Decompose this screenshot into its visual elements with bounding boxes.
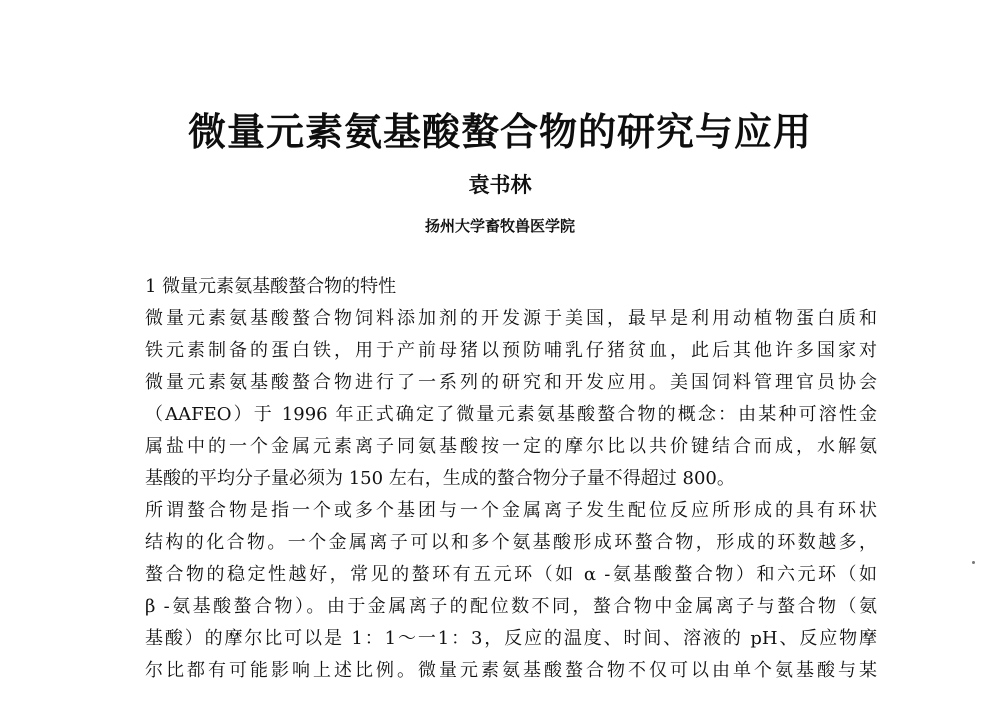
paragraph2-line: 基酸）的摩尔比可以是 1：1～一1：3，反应的温度、时间、溶液的 pH、反应物摩 [145,628,877,649]
paragraph2-line: 螯合物的稳定性越好，常见的螯环有五元环（如 α -氨基酸螯合物）和六元环（如 [145,564,877,585]
paragraph1-line: 微量元素氨基酸螯合物进行了一系列的研究和开发应用。美国饲料管理官员协会 [145,372,877,393]
paragraph2-line: 结构的化合物。一个金属离子可以和多个氨基酸形成环螯合物，形成的环数越多， [145,532,877,553]
author-affiliation: 扬州大学畜牧兽医学院 [424,217,575,235]
paragraph1-line: 基酸的平均分子量必须为 150 左右，生成的螯合物分子量不得超过 800。 [145,468,735,489]
scan-speck [972,561,975,564]
paragraph2-line: 所谓螯合物是指一个或多个基团与一个金属离子发生配位反应所形成的具有环状 [145,500,877,521]
paragraph1-line: 微量元素氨基酸螯合物饲料添加剂的开发源于美国，最早是利用动植物蛋白质和 [145,308,877,329]
paper-title: 微量元素氨基酸螯合物的研究与应用 [187,109,812,154]
body-text [145,271,877,687]
section-heading: 1 微量元素氨基酸螯合物的特性 [145,276,397,297]
paragraph1-line: 属盐中的一个金属元素离子同氨基酸按一定的摩尔比以共价键结合而成，水解氨 [145,436,877,457]
paragraph1-line: （AAFEO）于 1996 年正式确定了微量元素氨基酸螯合物的概念：由某种可溶性金 [145,404,877,425]
author-name: 袁书林 [468,172,532,197]
paragraph1-line: 铁元素制备的蛋白铁，用于产前母猪以预防哺乳仔猪贫血，此后其他许多国家对 [145,340,877,361]
paragraph2-line: β -氨基酸螯合物）。由于金属离子的配位数不同，螯合物中金属离子与螯合物（氨 [145,596,877,617]
paragraph2-line: 尔比都有可能影响上述比例。微量元素氨基酸螯合物不仅可以由单个氨基酸与某 [145,660,877,681]
